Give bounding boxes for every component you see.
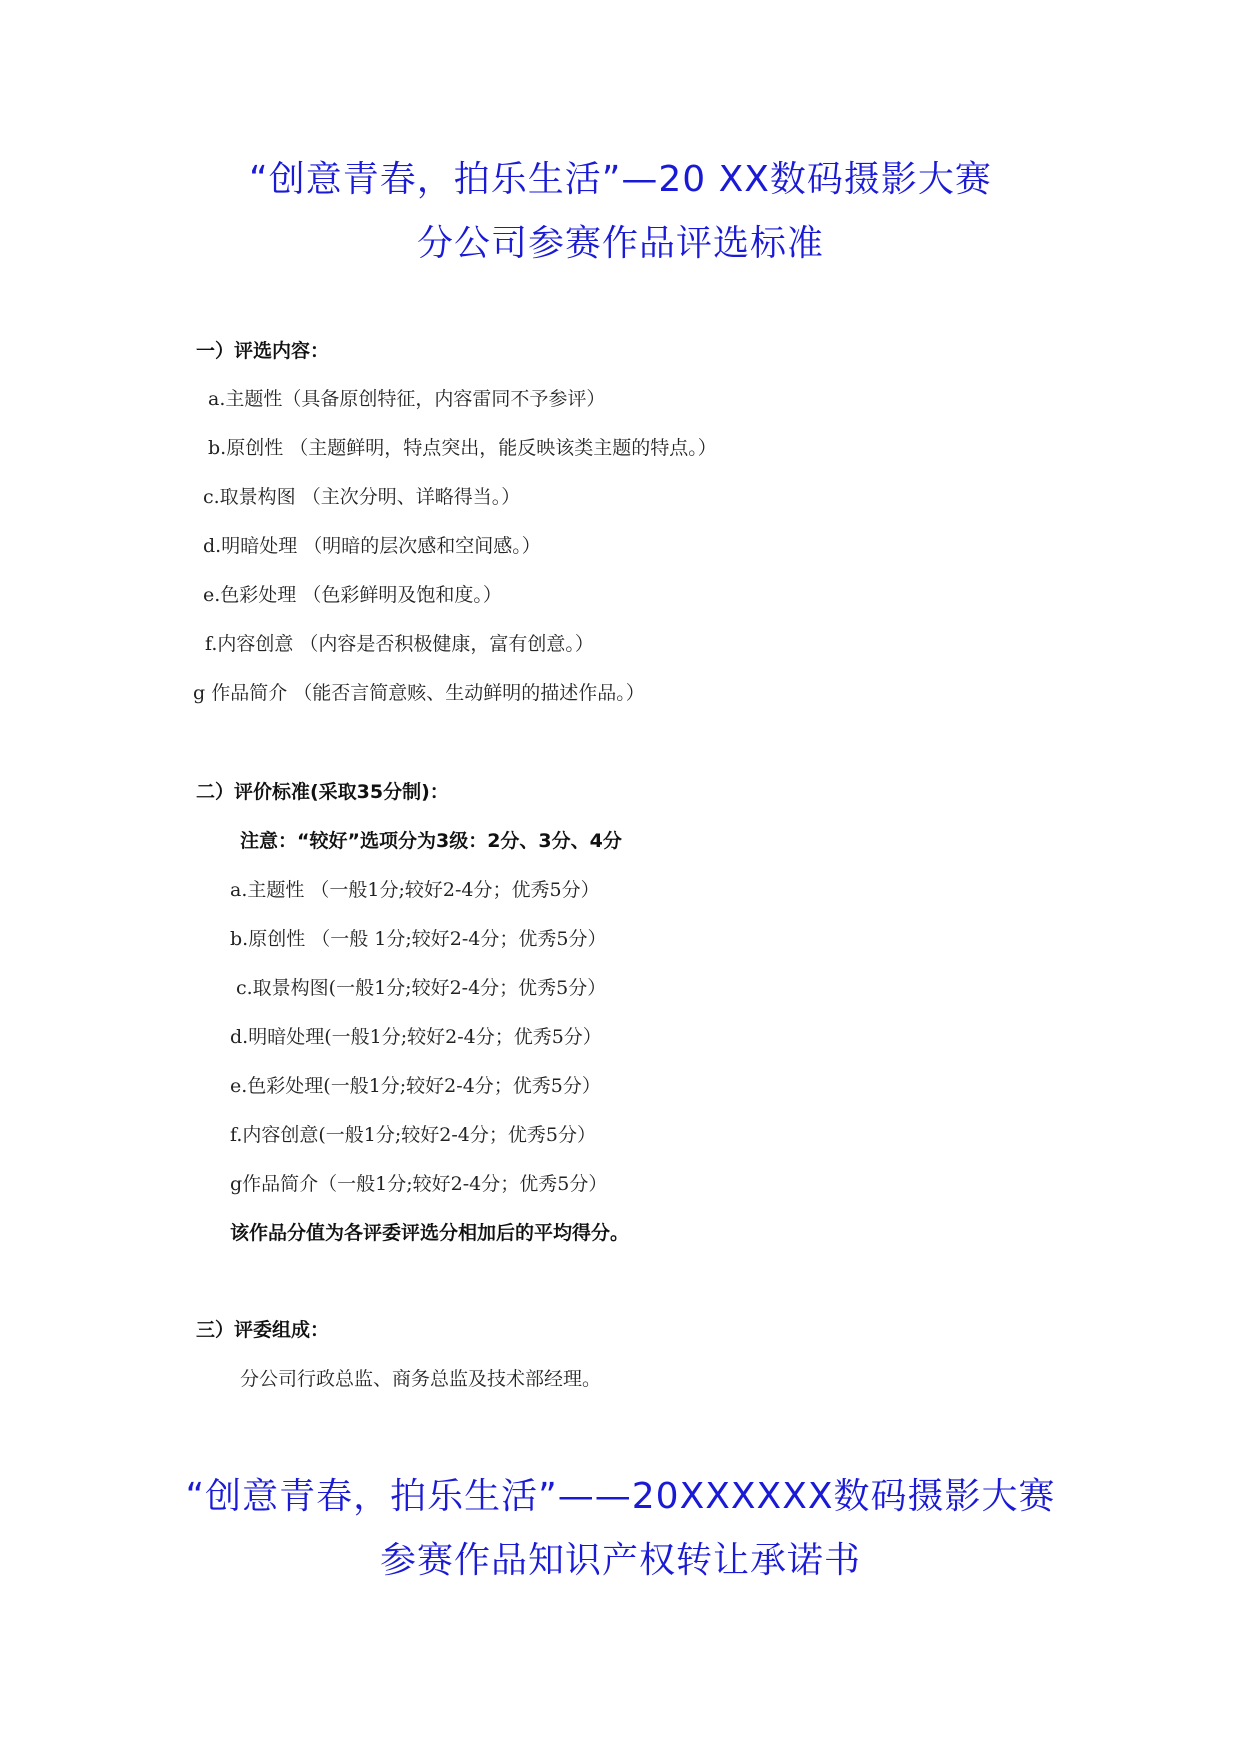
document-title-line-1: “创意青春，拍乐生活”—20 XX数码摄影大赛 — [249, 159, 992, 200]
section-2-item: b.原创性 （一般 1分;较好2-4分；优秀5分） — [230, 928, 607, 950]
section-2-note: 注意：“较好”选项分为3级：2分、3分、4分 — [240, 830, 622, 852]
section-2-item: g作品简介（一般1分;较好2-4分；优秀5分） — [230, 1173, 608, 1195]
section-1-heading: 一）评选内容： — [196, 340, 330, 362]
section-1-item: d.明暗处理 （明暗的层次感和空间感。） — [203, 535, 541, 557]
section-1-item: b.原创性 （主题鲜明，特点突出，能反映该类主题的特点。） — [208, 437, 717, 459]
section-3-text: 分公司行政总监、商务总监及技术部经理。 — [240, 1368, 602, 1390]
section-2-item: f.内容创意(一般1分;较好2-4分；优秀5分） — [230, 1124, 596, 1146]
second-title-line-1: “创意青春，拍乐生活”——20XXXXXX数码摄影大赛 — [185, 1476, 1056, 1517]
section-2-summary: 该作品分值为各评委评选分相加后的平均得分。 — [230, 1222, 630, 1244]
document-title-line-2: 分公司参赛作品评选标准 — [416, 223, 824, 264]
section-3-heading: 三）评委组成： — [196, 1319, 330, 1341]
second-title-line-2: 参赛作品知识产权转让承诺书 — [379, 1540, 861, 1581]
section-2-item: d.明暗处理(一般1分;较好2-4分；优秀5分） — [230, 1026, 602, 1048]
section-2-item: e.色彩处理(一般1分;较好2-4分；优秀5分） — [230, 1075, 601, 1097]
section-1-item: c.取景构图 （主次分明、详略得当。） — [203, 486, 521, 508]
section-2-item: c.取景构图(一般1分;较好2-4分；优秀5分） — [236, 977, 607, 999]
section-1-item: e.色彩处理 （色彩鲜明及饱和度。） — [203, 584, 502, 606]
section-2-heading: 二）评价标准(采取35分制)： — [196, 781, 449, 803]
section-2-item: a.主题性 （一般1分;较好2-4分；优秀5分） — [230, 879, 600, 901]
section-1-item: f.内容创意 （内容是否积极健康，富有创意。） — [205, 633, 594, 655]
section-1-item: a.主题性（具备原创特征，内容雷同不予参评） — [208, 388, 606, 410]
section-1-item: g 作品简介 （能否言简意赅、生动鲜明的描述作品。） — [193, 682, 645, 704]
